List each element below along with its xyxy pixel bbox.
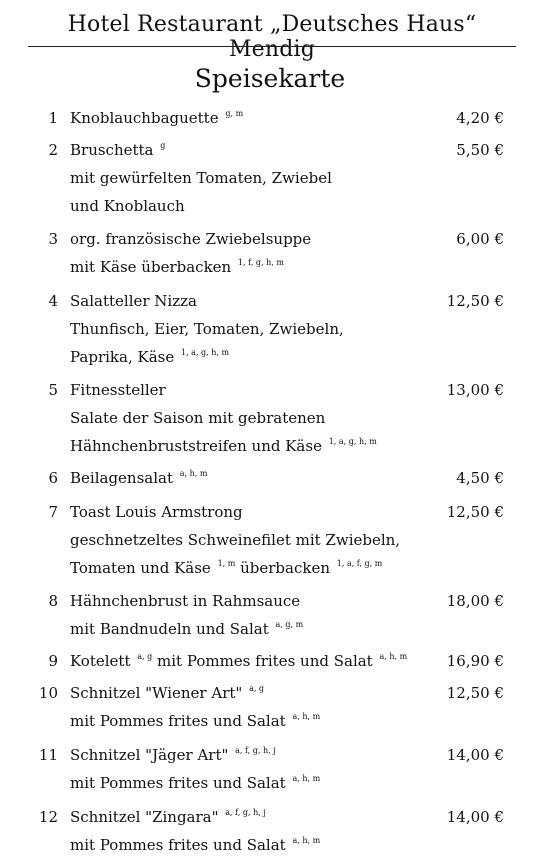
item-detail-line (70, 769, 430, 797)
item-detail-line (70, 253, 430, 281)
item-description (70, 498, 430, 582)
item-number: 10 (38, 684, 58, 702)
restaurant-name: Hotel Restaurant „Deutsches Haus“ Mendig (67, 12, 477, 62)
item-text: geschnetzeltes Schweinefilet mit Zwiebeln, (70, 531, 401, 549)
item-price: 16,90 € (446, 652, 504, 670)
allergen-codes: a, h, m (292, 712, 321, 721)
menu-list (0, 104, 540, 859)
menu-item (0, 679, 540, 735)
item-price: 12,50 € (446, 503, 504, 521)
item-price: 4,50 € (456, 469, 504, 487)
allergen-codes: 1, a, f, g, m (336, 559, 383, 568)
menu-item (0, 287, 540, 371)
item-detail-line (70, 315, 430, 343)
item-price: 14,00 € (446, 808, 504, 826)
item-text: mit Bandnudeln und Salat (70, 620, 274, 638)
item-text: Hähnchenbrust in Rahmsauce (70, 592, 301, 610)
menu-item (0, 647, 540, 675)
item-description (70, 376, 430, 460)
item-name (70, 287, 430, 315)
item-detail-line (70, 343, 430, 371)
item-number: 4 (48, 292, 58, 310)
item-name (70, 464, 430, 492)
item-description (70, 464, 430, 492)
menu-item (0, 136, 540, 220)
menu-item (0, 464, 540, 492)
allergen-codes: 1, a, g, h, m (328, 437, 377, 446)
item-name (70, 741, 430, 769)
allergen-codes: a, f, g, h, j (235, 746, 276, 755)
item-number: 5 (48, 381, 58, 399)
item-price: 12,50 € (446, 684, 504, 702)
item-number: 6 (48, 469, 58, 487)
item-name (70, 498, 430, 526)
menu-item (0, 498, 540, 582)
item-number: 7 (48, 503, 58, 521)
item-detail-line (70, 554, 430, 582)
menu-item (0, 376, 540, 460)
item-description (70, 647, 430, 675)
item-detail-line (70, 404, 430, 432)
item-text: Tomaten und Käse (70, 559, 216, 577)
item-name (70, 679, 430, 707)
item-text: Beilagensalat (70, 469, 178, 487)
item-detail-line (70, 192, 430, 220)
item-number: 2 (48, 141, 58, 159)
item-description (70, 136, 430, 220)
allergen-codes: a, f, g, h, j (225, 808, 266, 817)
item-text: Fitnessteller (70, 381, 166, 399)
allergen-codes: a, g (249, 684, 265, 693)
item-text: mit Pommes frites und Salat (70, 712, 291, 730)
item-text: mit gewürfelten Tomaten, Zwiebel (70, 169, 332, 187)
item-number: 1 (48, 109, 58, 127)
item-name (70, 136, 430, 164)
item-text: Paprika, Käse (70, 348, 179, 366)
item-name (70, 803, 430, 831)
item-detail-line (70, 526, 430, 554)
item-text: Kotelett (70, 652, 136, 670)
item-number: 12 (38, 808, 58, 826)
allergen-codes: g, m (225, 109, 244, 118)
allergen-codes: a, h, m (379, 652, 408, 661)
item-text: Schnitzel "Wiener Art" (70, 684, 248, 702)
menu-item (0, 225, 540, 281)
allergen-codes: 1, a, g, h, m (181, 348, 230, 357)
allergen-codes: a, h, m (179, 469, 208, 478)
item-description (70, 679, 430, 735)
item-number: 11 (38, 746, 58, 764)
item-description (70, 104, 430, 132)
item-text: Hähnchenbruststreifen und Käse (70, 437, 327, 455)
item-text: mit Pommes frites und Salat (157, 652, 378, 670)
item-text: Knoblauchbaguette (70, 109, 224, 127)
item-price: 18,00 € (446, 592, 504, 610)
allergen-codes: a, g (137, 652, 153, 661)
allergen-codes: a, h, m (292, 774, 321, 783)
item-number: 3 (48, 230, 58, 248)
item-text: Schnitzel "Zingara" (70, 808, 224, 826)
item-text: org. französische Zwiebelsuppe (70, 230, 312, 248)
allergen-codes: 1, f, g, h, m (237, 258, 284, 267)
item-price: 5,50 € (456, 141, 504, 159)
item-text: Thunfisch, Eier, Tomaten, Zwiebeln, (70, 320, 344, 338)
item-price: 12,50 € (446, 292, 504, 310)
item-description (70, 741, 430, 797)
item-number: 8 (48, 592, 58, 610)
allergen-codes: a, h, m (292, 836, 321, 845)
item-price: 6,00 € (456, 230, 504, 248)
item-text: mit Käse überbacken (70, 258, 236, 276)
item-name (70, 647, 430, 675)
item-text: und Knoblauch (70, 197, 185, 215)
item-detail-line (70, 432, 430, 460)
item-text: mit Pommes frites und Salat (70, 836, 291, 854)
item-description (70, 287, 430, 371)
item-text: Toast Louis Armstrong (70, 503, 243, 521)
allergen-codes: g (160, 141, 166, 150)
menu-item (0, 741, 540, 797)
item-price: 13,00 € (446, 381, 504, 399)
item-text: Schnitzel "Jäger Art" (70, 746, 234, 764)
item-name (70, 587, 430, 615)
item-text: Salate der Saison mit gebratenen (70, 409, 326, 427)
item-text: Salatteller Nizza (70, 292, 197, 310)
item-text: mit Pommes frites und Salat (70, 774, 291, 792)
item-detail-line (70, 615, 430, 643)
item-description (70, 225, 430, 281)
item-text: überbacken (240, 559, 335, 577)
menu-item (0, 803, 540, 859)
menu-title: Speisekarte (194, 64, 346, 93)
item-detail-line (70, 831, 430, 859)
menu-item (0, 587, 540, 643)
item-number: 9 (48, 652, 58, 670)
item-detail-line (70, 164, 430, 192)
allergen-codes: a, g, m (275, 620, 304, 629)
item-description (70, 587, 430, 643)
menu-item (0, 104, 540, 132)
item-name (70, 376, 430, 404)
allergen-codes: 1, m (217, 559, 236, 568)
item-price: 4,20 € (456, 109, 504, 127)
item-detail-line (70, 707, 430, 735)
item-description (70, 803, 430, 859)
item-text: Bruschetta (70, 141, 159, 159)
header-divider (28, 46, 516, 47)
item-name (70, 104, 430, 132)
item-name (70, 225, 430, 253)
item-price: 14,00 € (446, 746, 504, 764)
